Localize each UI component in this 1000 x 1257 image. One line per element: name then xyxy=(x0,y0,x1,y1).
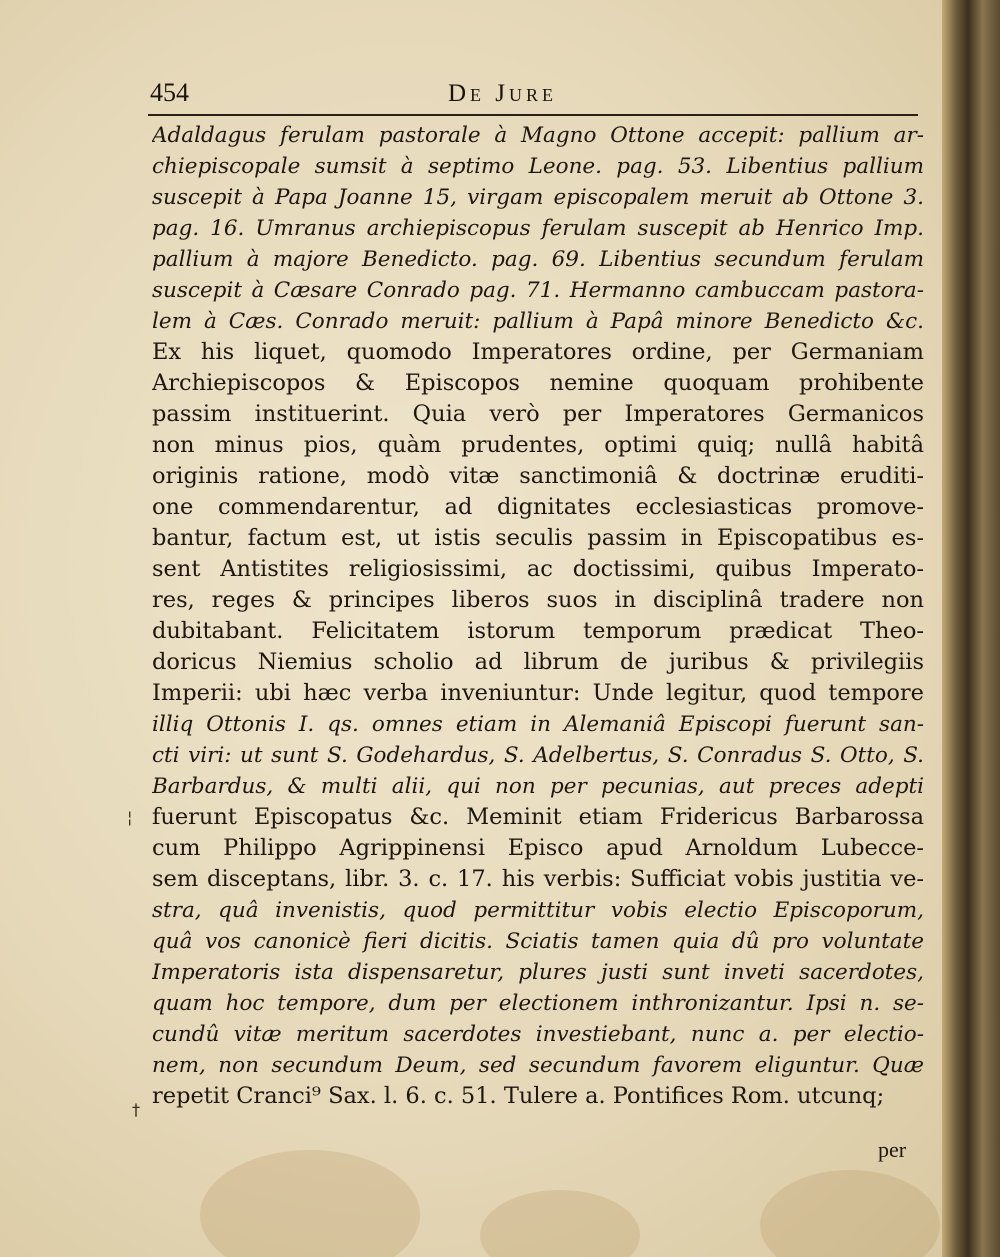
text-line: sem disceptans, libr. 3. c. 17. his verbis: Sufficiat vobis justitia ve- xyxy=(152,866,924,892)
book-spine-shadow xyxy=(942,0,1000,1257)
text-line: repetit Cranci⁹ Sax. l. 6. c. 51. Tulere a. Pontifices Rom. utcunq; xyxy=(152,1083,885,1109)
margin-mark: † xyxy=(132,1100,140,1119)
text-line: chiepiscopale sumsit à septimo Leone. pag. 53. Libentius pallium xyxy=(152,154,924,179)
text-line: fuerunt Episcopatus &c. Meminit etiam Fridericus Barbarossa xyxy=(152,804,924,830)
text-line: cundû vitæ meritum sacerdotes investiebant, nunc a. per electio- xyxy=(152,1022,924,1047)
text-line: nem, non secundum Deum, sed secundum favorem eliguntur. Quæ xyxy=(152,1053,924,1078)
text-line: Imperii: ubi hæc verba inveniuntur: Unde legitur, quod tempore xyxy=(152,680,924,706)
text-line: res, reges & principes liberos suos in disciplinâ tradere non xyxy=(152,587,924,613)
text-line: one commendarentur, ad dignitates ecclesiasticas promove- xyxy=(152,494,924,520)
body-text xyxy=(152,120,924,1112)
header-rule xyxy=(148,114,918,116)
text-line: suscepit à Cæsare Conrado pag. 71. Hermanno cambuccam pastora- xyxy=(152,278,924,303)
text-line: quam hoc tempore, dum per electionem inthronizantur. Ipsi n. se- xyxy=(152,991,924,1016)
text-line: Imperatoris ista dispensaretur, plures justi sunt inveti sacerdotes, xyxy=(152,960,924,985)
text-line: pallium à majore Benedicto. pag. 69. Libentius secundum ferulam xyxy=(152,247,924,272)
text-line: cti viri: ut sunt S. Godehardus, S. Adelbertus, S. Conradus S. Otto, S. xyxy=(152,743,924,768)
text-line: Adaldagus ferulam pastorale à Magno Ottone accepit: pallium ar- xyxy=(152,123,924,148)
margin-mark: ¦ xyxy=(127,808,133,827)
text-line: pag. 16. Umranus archiepiscopus ferulam suscepit ab Henrico Imp. xyxy=(152,216,924,241)
text-line: bantur, factum est, ut istis seculis passim in Episcopatibus es- xyxy=(152,525,924,551)
text-line: Archiepiscopos & Episcopos nemine quoquam prohibente xyxy=(152,370,924,396)
text-line: Ex his liquet, quomodo Imperatores ordine, per Germaniam xyxy=(152,339,924,365)
text-line: doricus Niemius scholio ad librum de juribus & privilegiis xyxy=(152,649,924,675)
text-line: stra, quâ invenistis, quod permittitur vobis electio Episcoporum, xyxy=(152,898,924,923)
page-stain xyxy=(200,1150,420,1257)
text-line: suscepit à Papa Joanne 15, virgam episcopalem meruit ab Ottone 3. xyxy=(152,185,924,210)
page-number: 454 xyxy=(150,78,189,107)
page-stain xyxy=(480,1190,640,1257)
text-line: illiq Ottonis I. qs. omnes etiam in Alemaniâ Episcopi fuerunt san- xyxy=(152,712,924,737)
text-line: passim instituerint. Quia verò per Imperatores Germanicos xyxy=(152,401,924,427)
text-line: non minus pios, quàm prudentes, optimi quiq; nullâ habitâ xyxy=(152,432,924,458)
text-line: originis ratione, modò vitæ sanctimoniâ & doctrinæ eruditi- xyxy=(152,463,924,489)
text-line: Barbardus, & multi alii, qui non per pecunias, aut preces adepti xyxy=(152,774,924,799)
text-line: cum Philippo Agrippinensi Episco apud Arnoldum Lubecce- xyxy=(152,835,924,861)
page-stain xyxy=(760,1170,940,1257)
page-header xyxy=(148,78,918,118)
text-line: dubitabant. Felicitatem istorum temporum prædicat Theo- xyxy=(152,618,924,644)
running-head: De Jure xyxy=(448,80,558,107)
catchword: per xyxy=(878,1137,907,1162)
text-line: quâ vos canonicè fieri dicitis. Sciatis tamen quia dû pro voluntate xyxy=(152,929,924,954)
text-line: lem à Cæs. Conrado meruit: pallium à Papâ minore Benedicto &c. xyxy=(152,309,924,334)
text-line: sent Antistites religiosissimi, ac doctissimi, quibus Imperato- xyxy=(152,556,924,582)
